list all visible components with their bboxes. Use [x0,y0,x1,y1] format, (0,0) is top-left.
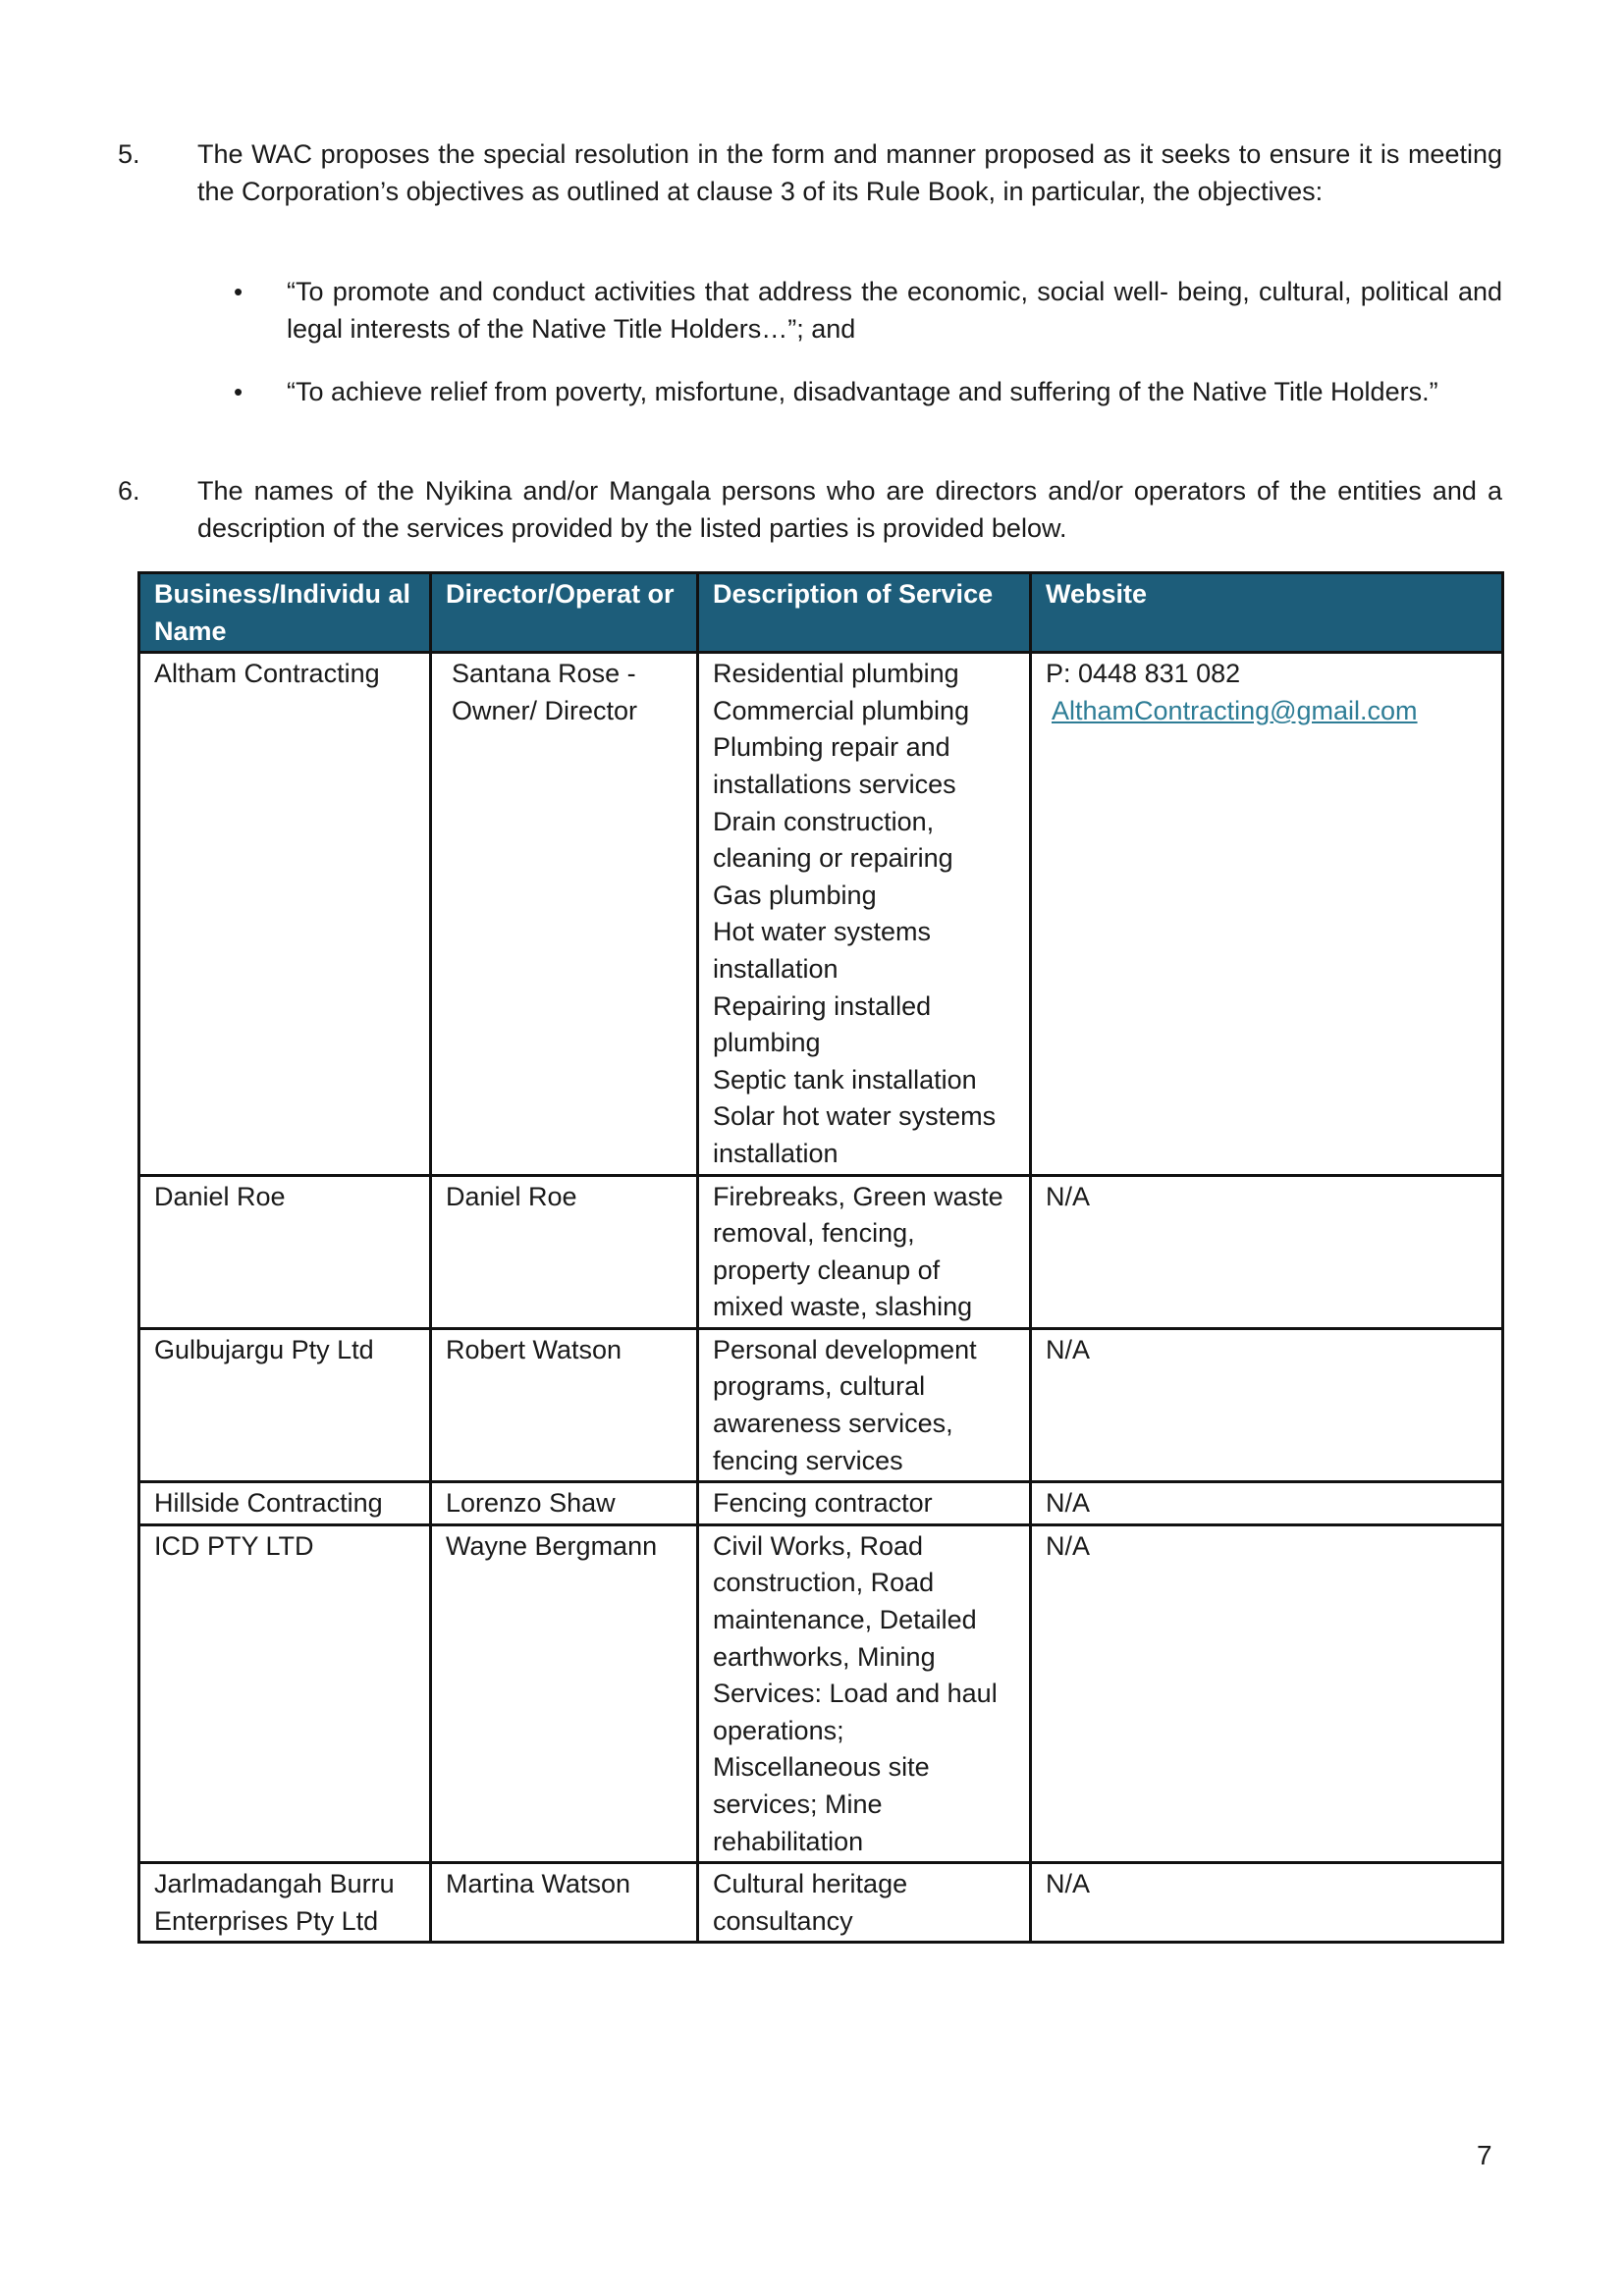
paragraph-text: The names of the Nyikina and/or Mangala persons who are directors and/or operators of the entities and a description of the services provided by the listed parties is provided below. [197,476,1502,543]
cell-director: Daniel Roe [431,1175,698,1328]
table-row [139,1863,1503,1943]
header-website: Website [1031,573,1503,653]
cell-director: Robert Watson [431,1328,698,1481]
table-row [139,653,1503,1175]
service-item: Repairing installed plumbing [713,990,932,1058]
paragraph-number: 5. [118,139,140,169]
bullet-item [234,273,1502,347]
cell-director: Lorenzo Shaw [431,1482,698,1525]
cell-business: Hillside Contracting [139,1482,431,1525]
header-description: Description of Service [698,573,1031,653]
bullet-icon: • [234,277,244,306]
table-row [139,1328,1503,1481]
cell-business: Jarlmadangah Burru Enterprises Pty Ltd [139,1863,431,1943]
cell-business: ICD PTY LTD [139,1524,431,1862]
service-item: Plumbing repair and installations services [713,732,956,799]
cell-website: N/A [1031,1328,1503,1481]
cell-director: Santana Rose - Owner/ Director [431,653,698,1175]
cell-director: Martina Watson [431,1863,698,1943]
cell-business: Altham Contracting [139,653,431,1175]
paragraph-5 [118,135,1502,210]
service-item: Septic tank installation [713,1064,977,1095]
cell-description [698,653,1031,1175]
bullet-text: “To achieve relief from poverty, misfortune, disadvantage and suffering of the Native Title Holders.” [287,377,1438,406]
paragraph-text: The WAC proposes the special resolution in the form and manner proposed as it seeks to ensure it is meeting the Corporation’s objectives as outlined at clause 3 of its Rule Book, in particular, the objectives: [197,139,1502,206]
bullet-icon: • [234,377,244,406]
page-number: 7 [1477,2140,1492,2170]
header-business: Business/Individu al Name [139,573,431,653]
cell-description: Personal development programs, cultural awareness services, fencing services [698,1328,1031,1481]
service-item: Hot water systems installation [713,917,932,984]
table-header-row [139,573,1503,653]
cell-website: N/A [1031,1524,1503,1862]
service-item: Drain construction, cleaning or repairing [713,806,953,874]
cell-website: N/A [1031,1175,1503,1328]
cell-website: N/A [1031,1482,1503,1525]
bullet-text: “To promote and conduct activities that address the economic, social well- being, cultural, political and legal interests of the Native Title Holders…”; and [287,277,1502,344]
table-row [139,1524,1503,1862]
table-row [139,1175,1503,1328]
cell-business: Gulbujargu Pty Ltd [139,1328,431,1481]
service-item: Solar hot water systems installation [713,1101,997,1168]
service-item: Residential plumbing [713,659,959,689]
service-item: Commercial plumbing [713,695,970,725]
paragraph-number: 6. [118,476,140,506]
service-item: Gas plumbing [713,880,877,910]
cell-website [1031,653,1503,1175]
cell-director: Wayne Bergmann [431,1524,698,1862]
business-table [137,571,1504,1944]
header-director: Director/Operat or [431,573,698,653]
cell-description: Firebreaks, Green waste removal, fencing, property cleanup of mixed waste, slashing [698,1175,1031,1328]
cell-description: Civil Works, Road construction, Road maintenance, Detailed earthworks, Mining Services: Load and haul operations; Miscellaneous site services; Mine rehabilitation [698,1524,1031,1862]
paragraph-6 [118,472,1502,547]
phone-number: P: 0448 831 082 [1046,659,1241,689]
table-row [139,1482,1503,1525]
email-link[interactable]: AlthamContracting@gmail.com [1052,695,1418,725]
cell-description: Fencing contractor [698,1482,1031,1525]
bullet-item [234,373,1502,410]
cell-website: N/A [1031,1863,1503,1943]
cell-business: Daniel Roe [139,1175,431,1328]
cell-description: Cultural heritage consultancy [698,1863,1031,1943]
